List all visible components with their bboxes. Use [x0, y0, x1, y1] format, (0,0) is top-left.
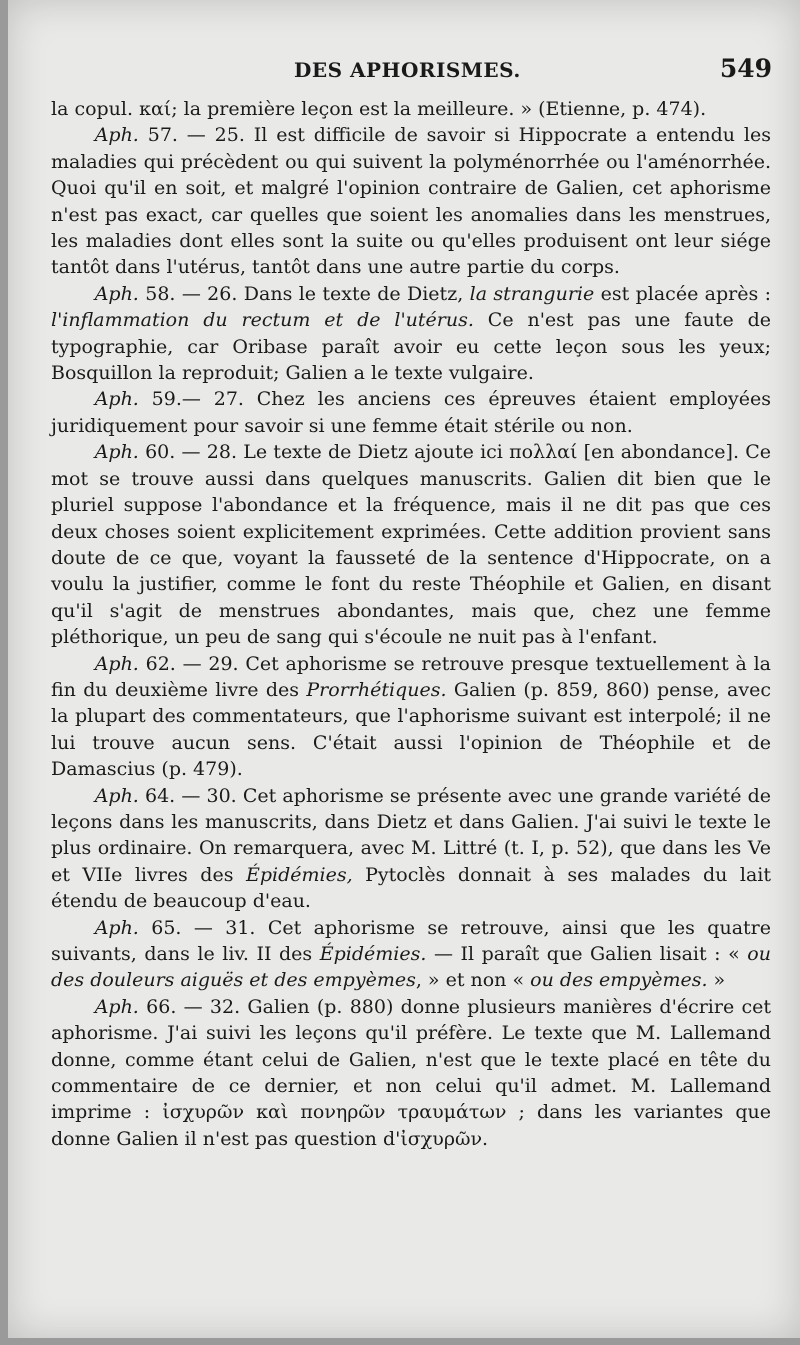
text-run: la copul. καί; la première leçon est la meilleure. » (Etienne, p. 474). [51, 98, 707, 120]
italic-run: l'inflammation du rectum et de l'utérus. [51, 309, 474, 332]
italic-run: Aph. [94, 282, 139, 305]
text-run: 58. — 26. Dans le texte de Dietz, [138, 282, 470, 305]
italic-run: Prorrhétiques. [306, 678, 447, 701]
paragraph [51, 651, 771, 783]
running-title: DES APHORISMES. [294, 58, 521, 82]
italic-run: ou des empyèmes. [530, 969, 708, 992]
paragraph [51, 122, 771, 280]
italic-run: Épidémies. [319, 943, 427, 965]
paragraph [51, 915, 771, 994]
paragraph [51, 994, 771, 1152]
paragraph [51, 439, 771, 650]
text-run: est placée après : [594, 282, 772, 305]
italic-run: la strangurie [469, 282, 595, 305]
italic-run: Aph. [94, 916, 139, 939]
page-number: 549 [719, 54, 772, 83]
italic-run: Aph. [94, 124, 139, 147]
paragraph [51, 386, 771, 439]
paragraph [51, 96, 771, 122]
text-run: 66. — 32. Galien (p. 880) donne plusieurs manières d'écrire cet aphorisme. J'ai suivi les leçons qu'il préfère. Le texte que M. Lallemand donne, comme étant celui de Galien, n'est que le texte placé en tête du commentaire de ce dernier, et non celui qu'il admet. M. Lallemand imprime : ἰσχυρῶν καὶ πονηρῶν τραυμάτων ; dans les variantes que donne Galien il n'est pas question d'ἰσχυρῶν. [51, 995, 771, 1150]
text-run: 60. — 28. Le texte de Dietz ajoute ici πολλαί [en abondance]. Ce mot se trouve aussi dans quelques manuscrits. Galien dit bien que le pluriel suppose l'abondance et la fréquence, mais il ne dit pas que ces deux choses soient explicitement exprimées. Cette addition provient sans doute de ce que, voyant la fausseté de la sentence d'Hippocrate, on a voulu la justifier, comme le font du reste Théophile et Galien, en disant qu'il s'agit de menstrues abondantes, mais que, chez une femme pléthorique, un peu de sang qui s'écoule ne nuit pas à l'enfant. [51, 441, 771, 649]
text-run: 64. — 30. Cet aphorisme se présente avec une grande variété de leçons dans les manuscrits, dans Dietz et dans Galien. J'ai suivi le texte le plus ordinaire. On remarquera, avec M. Littré (t. I, p. 52), que dans les Ve et VIIe livres des [51, 784, 771, 886]
italic-run: Épidémies, [245, 863, 353, 886]
text-run: 57. — 25. Il est difficile de savoir si Hippocrate a entendu les maladies qui précèdent ou qui suivent la polyménorrhée ou l'aménorrhée. Quoi qu'il en soit, et malgré l'opinion contraire de Galien, cet aphorisme n'est pas exact, car quelles que soient les anomalies dans les menstrues, les maladies dont elles sont la suite ou qu'elles produisent ont leur siége tantôt dans l'utérus, tantôt dans une autre partie du corps. [51, 124, 771, 279]
paragraph [51, 783, 771, 915]
page-header [8, 52, 800, 86]
italic-run: Aph. [94, 441, 139, 464]
text-run: Galien (p. 859, 860) pense, avec la plupart des commentateurs, que l'aphorisme suivant est interpolé; il ne lui trouve aucun sens. C'était aussi l'opinion de Théophile et de Damascius (p. 479). [51, 678, 771, 781]
text-run: 65. — 31. Cet aphorisme se retrouve, ainsi que les quatre suivants, dans le liv. II des [51, 916, 771, 965]
italic-run: Aph. [94, 652, 139, 675]
text-run: Pytoclès donnait à ses malades du lait étendu de beaucoup d'eau. [51, 863, 771, 913]
body-text [51, 96, 771, 1152]
text-run: 62. — 29. Cet aphorisme se retrouve presque textuellement à la fin du deuxième livre des [51, 652, 771, 701]
italic-run: ou des douleurs aiguës et des empyèmes [51, 943, 771, 992]
text-run: » [707, 969, 726, 992]
text-run: Ce n'est pas une faute de typographie, car Oribase paraît avoir eu cette leçon sous les yeux; Bosquillon la reproduit; Galien a le texte vulgaire. [51, 309, 771, 385]
text-run: — Il paraît que Galien lisait : « [426, 943, 748, 965]
italic-run: Aph. [94, 784, 139, 807]
text-run: , » et non « [415, 969, 531, 992]
paragraph [51, 281, 771, 387]
italic-run: Aph. [94, 995, 139, 1018]
italic-run: Aph. [94, 388, 139, 411]
text-run: 59.— 27. Chez les anciens ces épreuves étaient employées juridiquement pour savoir si une femme était stérile ou non. [51, 388, 771, 437]
book-page [8, 0, 800, 1338]
